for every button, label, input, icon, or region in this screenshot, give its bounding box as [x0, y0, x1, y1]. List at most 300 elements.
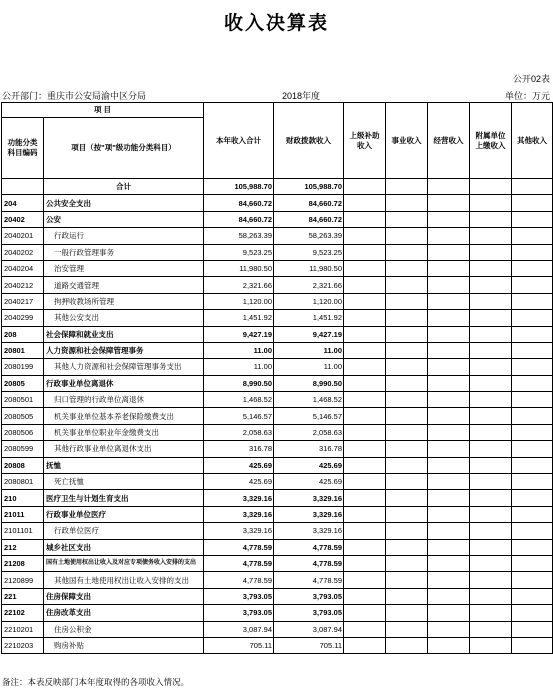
row-operating	[428, 408, 470, 424]
row-code: 2101101	[2, 523, 44, 539]
row-total: 5,146.57	[204, 408, 274, 424]
row-business	[386, 260, 428, 276]
row-operating	[428, 179, 470, 195]
row-operating	[428, 523, 470, 539]
row-superior	[344, 310, 386, 326]
row-business	[386, 244, 428, 260]
row-name: 其他人力资源和社会保障管理事务支出	[44, 359, 204, 375]
row-affiliated	[470, 310, 512, 326]
row-operating	[428, 539, 470, 555]
row-name: 公共安全支出	[44, 195, 204, 211]
row-operating	[428, 244, 470, 260]
row-affiliated	[470, 523, 512, 539]
table-row	[2, 408, 553, 424]
row-total: 84,660.72	[204, 195, 274, 211]
row-operating	[428, 424, 470, 440]
table-row	[2, 260, 553, 276]
row-superior	[344, 277, 386, 293]
table-row	[2, 572, 553, 588]
header-code: 功能分类科目编码	[2, 118, 44, 179]
table-row	[2, 605, 553, 621]
row-superior	[344, 244, 386, 260]
row-operating	[428, 359, 470, 375]
row-superior	[344, 375, 386, 391]
row-fiscal: 3,087.94	[274, 621, 344, 637]
row-name: 其他公安支出	[44, 310, 204, 326]
row-affiliated	[470, 588, 512, 604]
row-operating	[428, 621, 470, 637]
row-total: 3,329.16	[204, 506, 274, 522]
row-other	[512, 474, 553, 490]
row-superior	[344, 441, 386, 457]
row-name: 其他行政事业单位离退休支出	[44, 441, 204, 457]
row-superior	[344, 539, 386, 555]
row-business	[386, 392, 428, 408]
row-superior	[344, 474, 386, 490]
row-other	[512, 408, 553, 424]
row-code: 21011	[2, 506, 44, 522]
row-code: 208	[2, 326, 44, 342]
row-fiscal: 4,778.59	[274, 539, 344, 555]
row-affiliated	[470, 539, 512, 555]
row-fiscal: 1,468.52	[274, 392, 344, 408]
header-total: 本年收入合计	[204, 103, 274, 179]
row-fiscal: 8,990.50	[274, 375, 344, 391]
row-superior	[344, 228, 386, 244]
row-superior	[344, 572, 386, 588]
row-superior	[344, 326, 386, 342]
row-business	[386, 474, 428, 490]
row-affiliated	[470, 342, 512, 358]
row-name: 行政单位医疗	[44, 523, 204, 539]
row-operating	[428, 293, 470, 309]
row-operating	[428, 277, 470, 293]
row-total: 2,321.66	[204, 277, 274, 293]
row-total: 84,660.72	[204, 211, 274, 227]
row-business	[386, 179, 428, 195]
table-row	[2, 211, 553, 227]
row-fiscal: 1,120.00	[274, 293, 344, 309]
table-row	[2, 326, 553, 342]
row-total: 105,988.70	[204, 179, 274, 195]
row-name: 购房补贴	[44, 637, 204, 653]
row-name: 机关事业单位职业年金缴费支出	[44, 424, 204, 440]
row-name: 行政运行	[44, 228, 204, 244]
row-operating	[428, 441, 470, 457]
row-affiliated	[470, 555, 512, 571]
row-operating	[428, 211, 470, 227]
row-superior	[344, 293, 386, 309]
row-superior	[344, 392, 386, 408]
row-total: 4,778.59	[204, 555, 274, 571]
row-total: 2,058.63	[204, 424, 274, 440]
table-row	[2, 310, 553, 326]
row-total: 9,523.25	[204, 244, 274, 260]
table-row	[2, 474, 553, 490]
row-fiscal: 425.69	[274, 474, 344, 490]
row-fiscal: 3,793.05	[274, 605, 344, 621]
table-row	[2, 228, 553, 244]
row-superior	[344, 490, 386, 506]
row-affiliated	[470, 277, 512, 293]
table-row	[2, 523, 553, 539]
row-total: 425.69	[204, 474, 274, 490]
row-code: 212	[2, 539, 44, 555]
header-superior: 上级补助收入	[344, 103, 386, 179]
row-superior	[344, 457, 386, 473]
row-superior	[344, 424, 386, 440]
row-code: 21208	[2, 555, 44, 571]
row-code: 2080599	[2, 441, 44, 457]
row-affiliated	[470, 392, 512, 408]
row-fiscal: 3,329.16	[274, 523, 344, 539]
table-row	[2, 195, 553, 211]
row-business	[386, 277, 428, 293]
row-business	[386, 342, 428, 358]
row-name: 抚恤	[44, 457, 204, 473]
row-superior	[344, 342, 386, 358]
row-code: 2080501	[2, 392, 44, 408]
row-superior	[344, 260, 386, 276]
row-code: 2040217	[2, 293, 44, 309]
table-row	[2, 506, 553, 522]
table-row	[2, 392, 553, 408]
row-affiliated	[470, 375, 512, 391]
row-fiscal: 2,321.66	[274, 277, 344, 293]
row-name: 死亡抚恤	[44, 474, 204, 490]
row-name: 合计	[44, 179, 204, 195]
row-fiscal: 11,980.50	[274, 260, 344, 276]
table-row	[2, 424, 553, 440]
row-business	[386, 572, 428, 588]
table-row	[2, 359, 553, 375]
department-label: 公开部门：重庆市公安局渝中区分局	[2, 91, 147, 101]
row-code: 2040201	[2, 228, 44, 244]
row-code: 20805	[2, 375, 44, 391]
row-affiliated	[470, 195, 512, 211]
table-row	[2, 375, 553, 391]
row-other	[512, 244, 553, 260]
row-name: 机关事业单位基本养老保险缴费支出	[44, 408, 204, 424]
row-name: 人力资源和社会保障管理事务	[44, 342, 204, 358]
row-fiscal: 9,523.25	[274, 244, 344, 260]
row-total: 1,120.00	[204, 293, 274, 309]
row-business	[386, 359, 428, 375]
row-fiscal: 316.78	[274, 441, 344, 457]
row-business	[386, 293, 428, 309]
row-business	[386, 539, 428, 555]
row-business	[386, 310, 428, 326]
row-name: 治安管理	[44, 260, 204, 276]
row-operating	[428, 310, 470, 326]
row-total: 3,793.05	[204, 588, 274, 604]
row-code: 20402	[2, 211, 44, 227]
row-total: 425.69	[204, 457, 274, 473]
row-name: 公安	[44, 211, 204, 227]
row-name: 道路交通管理	[44, 277, 204, 293]
row-other	[512, 293, 553, 309]
row-superior	[344, 506, 386, 522]
row-other	[512, 490, 553, 506]
row-other	[512, 195, 553, 211]
row-business	[386, 555, 428, 571]
row-operating	[428, 605, 470, 621]
row-other	[512, 392, 553, 408]
header-other: 其他收入	[512, 103, 553, 179]
row-total: 11,980.50	[204, 260, 274, 276]
row-business	[386, 408, 428, 424]
row-code: 20801	[2, 342, 44, 358]
row-fiscal: 84,660.72	[274, 195, 344, 211]
row-code: 2040202	[2, 244, 44, 260]
row-operating	[428, 555, 470, 571]
year-label: 2018年度	[282, 91, 321, 101]
row-affiliated	[470, 441, 512, 457]
row-other	[512, 539, 553, 555]
row-code: 2040204	[2, 260, 44, 276]
row-operating	[428, 228, 470, 244]
row-name: 一般行政管理事务	[44, 244, 204, 260]
row-fiscal: 5,146.57	[274, 408, 344, 424]
row-total: 3,329.16	[204, 490, 274, 506]
row-operating	[428, 637, 470, 653]
row-other	[512, 260, 553, 276]
row-business	[386, 441, 428, 457]
row-other	[512, 342, 553, 358]
table-row	[2, 441, 553, 457]
row-total: 316.78	[204, 441, 274, 457]
row-total: 3,329.16	[204, 523, 274, 539]
row-superior	[344, 555, 386, 571]
row-business	[386, 490, 428, 506]
row-superior	[344, 523, 386, 539]
row-fiscal: 84,660.72	[274, 211, 344, 227]
row-operating	[428, 474, 470, 490]
row-other	[512, 359, 553, 375]
row-other	[512, 179, 553, 195]
row-business	[386, 424, 428, 440]
row-total: 4,778.59	[204, 539, 274, 555]
row-operating	[428, 457, 470, 473]
row-affiliated	[470, 605, 512, 621]
table-row	[2, 588, 553, 604]
row-total: 3,087.94	[204, 621, 274, 637]
row-name: 社会保障和就业支出	[44, 326, 204, 342]
row-affiliated	[470, 474, 512, 490]
row-code: 204	[2, 195, 44, 211]
row-other	[512, 637, 553, 653]
table-row	[2, 637, 553, 653]
row-fiscal: 1,451.92	[274, 310, 344, 326]
row-fiscal: 705.11	[274, 637, 344, 653]
row-superior	[344, 621, 386, 637]
row-fiscal: 11.00	[274, 342, 344, 358]
table-row	[2, 342, 553, 358]
row-code: 2210201	[2, 621, 44, 637]
row-other	[512, 621, 553, 637]
row-name: 住房公积金	[44, 621, 204, 637]
row-fiscal: 4,778.59	[274, 572, 344, 588]
row-fiscal: 425.69	[274, 457, 344, 473]
row-name: 行政事业单位医疗	[44, 506, 204, 522]
row-fiscal: 11.00	[274, 359, 344, 375]
header-affiliated: 附属单位上缴收入	[470, 103, 512, 179]
row-other	[512, 424, 553, 440]
row-code: 2040299	[2, 310, 44, 326]
row-business	[386, 605, 428, 621]
row-operating	[428, 506, 470, 522]
table-row	[2, 293, 553, 309]
row-other	[512, 375, 553, 391]
row-name: 住房改革支出	[44, 605, 204, 621]
table-row	[2, 277, 553, 293]
header-name: 项目（按"项"级功能分类科目）	[44, 118, 204, 179]
row-code: 2120899	[2, 572, 44, 588]
row-affiliated	[470, 244, 512, 260]
row-affiliated	[470, 228, 512, 244]
row-operating	[428, 490, 470, 506]
row-affiliated	[470, 637, 512, 653]
row-affiliated	[470, 293, 512, 309]
row-operating	[428, 342, 470, 358]
header-business: 事业收入	[386, 103, 428, 179]
row-business	[386, 621, 428, 637]
row-fiscal: 3,793.05	[274, 588, 344, 604]
row-operating	[428, 572, 470, 588]
row-fiscal: 2,058.63	[274, 424, 344, 440]
table-row	[2, 179, 553, 195]
row-fiscal: 105,988.70	[274, 179, 344, 195]
row-operating	[428, 392, 470, 408]
row-business	[386, 457, 428, 473]
row-name: 行政事业单位离退休	[44, 375, 204, 391]
row-business	[386, 326, 428, 342]
row-other	[512, 441, 553, 457]
income-table	[1, 102, 553, 654]
row-fiscal: 3,329.16	[274, 490, 344, 506]
row-other	[512, 457, 553, 473]
row-fiscal: 3,329.16	[274, 506, 344, 522]
row-affiliated	[470, 211, 512, 227]
table-row	[2, 555, 553, 571]
row-code: 221	[2, 588, 44, 604]
row-affiliated	[470, 572, 512, 588]
row-code: 2080505	[2, 408, 44, 424]
row-fiscal: 4,778.59	[274, 555, 344, 571]
row-operating	[428, 375, 470, 391]
row-affiliated	[470, 621, 512, 637]
row-other	[512, 211, 553, 227]
row-affiliated	[470, 326, 512, 342]
row-affiliated	[470, 179, 512, 195]
row-operating	[428, 588, 470, 604]
row-name: 城乡社区支出	[44, 539, 204, 555]
row-other	[512, 506, 553, 522]
row-other	[512, 572, 553, 588]
table-row	[2, 490, 553, 506]
page-title: 收入决算表	[223, 13, 329, 34]
row-affiliated	[470, 506, 512, 522]
row-total: 11.00	[204, 342, 274, 358]
row-name: 医疗卫生与计划生育支出	[44, 490, 204, 506]
row-operating	[428, 260, 470, 276]
row-superior	[344, 195, 386, 211]
row-total: 3,793.05	[204, 605, 274, 621]
row-code: 2080199	[2, 359, 44, 375]
row-affiliated	[470, 359, 512, 375]
row-superior	[344, 588, 386, 604]
row-total: 4,778.59	[204, 572, 274, 588]
table-row	[2, 621, 553, 637]
row-other	[512, 605, 553, 621]
row-other	[512, 277, 553, 293]
header-fiscal: 财政拨款收入	[274, 103, 344, 179]
row-total: 1,468.52	[204, 392, 274, 408]
row-total: 58,263.39	[204, 228, 274, 244]
row-superior	[344, 359, 386, 375]
row-name: 拘押收教场所管理	[44, 293, 204, 309]
row-affiliated	[470, 457, 512, 473]
row-code	[2, 179, 44, 195]
row-affiliated	[470, 490, 512, 506]
table-row	[2, 457, 553, 473]
row-affiliated	[470, 408, 512, 424]
table-row	[2, 244, 553, 260]
row-code: 22102	[2, 605, 44, 621]
row-business	[386, 506, 428, 522]
row-other	[512, 523, 553, 539]
table-note: 备注：本表反映部门本年度取得的各项收入情况。	[2, 677, 190, 687]
row-other	[512, 326, 553, 342]
row-business	[386, 637, 428, 653]
row-superior	[344, 637, 386, 653]
row-operating	[428, 326, 470, 342]
row-business	[386, 523, 428, 539]
row-business	[386, 375, 428, 391]
row-total: 8,990.50	[204, 375, 274, 391]
header-operating: 经营收入	[428, 103, 470, 179]
row-business	[386, 228, 428, 244]
row-code: 2210203	[2, 637, 44, 653]
row-name: 其他国有土地使用权出让收入安排的支出	[44, 572, 204, 588]
header-project: 项 目	[2, 103, 204, 118]
unit-label: 单位：万元	[504, 91, 550, 101]
row-other	[512, 228, 553, 244]
row-code: 20808	[2, 457, 44, 473]
row-superior	[344, 211, 386, 227]
row-other	[512, 310, 553, 326]
row-fiscal: 58,263.39	[274, 228, 344, 244]
row-code: 210	[2, 490, 44, 506]
row-affiliated	[470, 260, 512, 276]
row-name: 国有土地使用权出让收入及对应专项债务收入安排的支出	[44, 555, 204, 571]
row-total: 11.00	[204, 359, 274, 375]
row-operating	[428, 195, 470, 211]
row-superior	[344, 408, 386, 424]
row-total: 705.11	[204, 637, 274, 653]
table-row	[2, 539, 553, 555]
row-affiliated	[470, 424, 512, 440]
row-other	[512, 555, 553, 571]
row-total: 9,427.19	[204, 326, 274, 342]
row-total: 1,451.92	[204, 310, 274, 326]
row-name: 归口管理的行政单位离退休	[44, 392, 204, 408]
row-other	[512, 588, 553, 604]
row-code: 2080506	[2, 424, 44, 440]
row-code: 2040212	[2, 277, 44, 293]
row-business	[386, 195, 428, 211]
row-code: 2080801	[2, 474, 44, 490]
